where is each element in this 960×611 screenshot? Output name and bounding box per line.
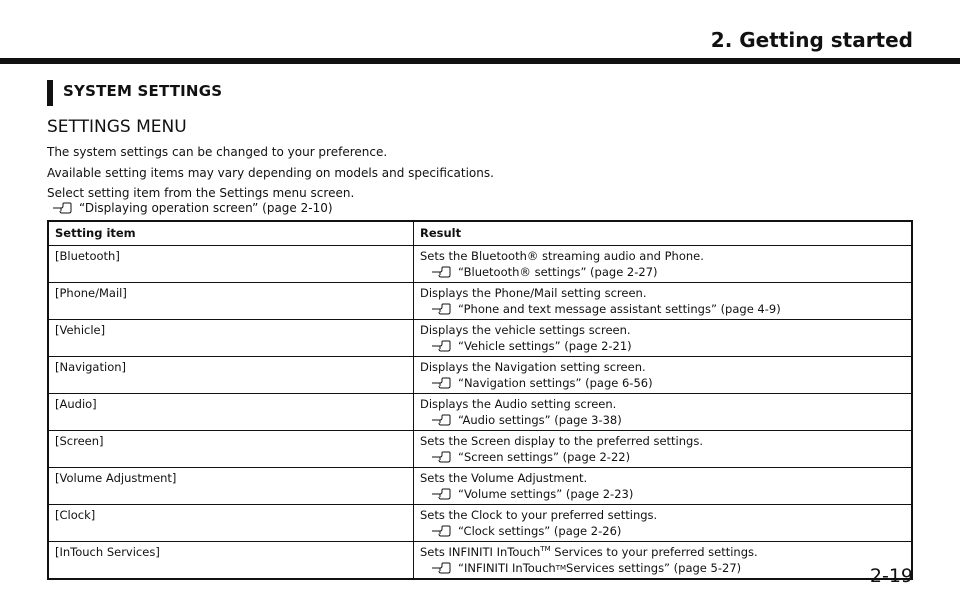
cross-reference[interactable] bbox=[426, 265, 905, 279]
cross-reference[interactable]: “INFINITI InTouch TM Services settings” (page 5-27) bbox=[426, 561, 905, 575]
pointing-hand-icon bbox=[431, 340, 451, 352]
table-row bbox=[48, 505, 912, 542]
setting-item: [InTouch Services] bbox=[48, 542, 414, 580]
result-text: Displays the vehicle settings screen. bbox=[420, 323, 631, 337]
table-row bbox=[48, 320, 912, 357]
settings-table bbox=[47, 220, 913, 580]
setting-item: [Clock] bbox=[48, 505, 414, 542]
paragraph-2: Available setting items may vary depending on models and specifications. bbox=[47, 166, 494, 180]
result-text: Displays the Phone/Mail setting screen. bbox=[420, 286, 647, 300]
result-text: Displays the Navigation setting screen. bbox=[420, 360, 646, 374]
section-title: SYSTEM SETTINGS bbox=[63, 82, 223, 100]
result-text: Sets INFINITI InTouch™ Services to your preferred settings. bbox=[420, 545, 758, 559]
table-row bbox=[48, 542, 912, 580]
result-text: Sets the Screen display to the preferred settings. bbox=[420, 434, 703, 448]
setting-item: [Vehicle] bbox=[48, 320, 414, 357]
section-marker bbox=[47, 80, 53, 106]
setting-result bbox=[414, 542, 913, 580]
cross-reference-text: “Phone and text message assistant settings” (page 4-9) bbox=[458, 302, 781, 316]
setting-result bbox=[414, 431, 913, 468]
setting-result bbox=[414, 246, 913, 283]
setting-item: [Screen] bbox=[48, 431, 414, 468]
table-header-row bbox=[48, 221, 912, 246]
cross-reference-text: “Navigation settings” (page 6-56) bbox=[458, 376, 653, 390]
setting-result bbox=[414, 357, 913, 394]
table-row bbox=[48, 431, 912, 468]
pointing-hand-icon bbox=[431, 525, 451, 537]
paragraph-3: Select setting item from the Settings menu screen. bbox=[47, 186, 355, 200]
chapter-title: 2. Getting started bbox=[710, 28, 913, 52]
cross-reference[interactable] bbox=[426, 376, 905, 390]
result-text: Sets the Volume Adjustment. bbox=[420, 471, 588, 485]
pointing-hand-icon bbox=[431, 488, 451, 500]
cross-reference[interactable] bbox=[426, 302, 905, 316]
setting-result bbox=[414, 394, 913, 431]
pointing-hand-icon bbox=[52, 202, 72, 214]
pointing-hand-icon bbox=[431, 303, 451, 315]
cross-reference-text: “Bluetooth® settings” (page 2-27) bbox=[458, 265, 658, 279]
setting-result bbox=[414, 505, 913, 542]
setting-item: [Navigation] bbox=[48, 357, 414, 394]
pointing-hand-icon bbox=[431, 266, 451, 278]
table-row bbox=[48, 357, 912, 394]
header-result: Result bbox=[414, 221, 913, 246]
page-number: 2-19 bbox=[869, 565, 913, 587]
setting-item: [Bluetooth] bbox=[48, 246, 414, 283]
table-row bbox=[48, 394, 912, 431]
subheading: SETTINGS MENU bbox=[47, 117, 187, 137]
cross-reference-text: “Audio settings” (page 3-38) bbox=[458, 413, 622, 427]
setting-item: [Phone/Mail] bbox=[48, 283, 414, 320]
header-setting-item: Setting item bbox=[48, 221, 414, 246]
cross-reference[interactable] bbox=[426, 339, 905, 353]
result-text: Sets the Bluetooth® streaming audio and Phone. bbox=[420, 249, 704, 263]
intro-reference[interactable] bbox=[47, 201, 333, 215]
table-row bbox=[48, 468, 912, 505]
setting-result bbox=[414, 320, 913, 357]
setting-item: [Volume Adjustment] bbox=[48, 468, 414, 505]
header-rule bbox=[0, 58, 960, 64]
setting-item: [Audio] bbox=[48, 394, 414, 431]
setting-result bbox=[414, 283, 913, 320]
cross-reference-text: “Volume settings” (page 2-23) bbox=[458, 487, 634, 501]
pointing-hand-icon bbox=[431, 414, 451, 426]
setting-result bbox=[414, 468, 913, 505]
cross-reference[interactable] bbox=[426, 413, 905, 427]
pointing-hand-icon bbox=[431, 377, 451, 389]
pointing-hand-icon bbox=[431, 562, 451, 574]
cross-reference-text: “Vehicle settings” (page 2-21) bbox=[458, 339, 632, 353]
cross-reference[interactable] bbox=[426, 450, 905, 464]
intro-reference-text: “Displaying operation screen” (page 2-10) bbox=[79, 201, 333, 215]
result-text: Sets the Clock to your preferred settings. bbox=[420, 508, 658, 522]
result-text: Displays the Audio setting screen. bbox=[420, 397, 617, 411]
cross-reference[interactable] bbox=[426, 524, 905, 538]
paragraph-1: The system settings can be changed to your preference. bbox=[47, 145, 388, 159]
cross-reference-text: “Clock settings” (page 2-26) bbox=[458, 524, 622, 538]
cross-reference-text: “Screen settings” (page 2-22) bbox=[458, 450, 631, 464]
cross-reference[interactable] bbox=[426, 487, 905, 501]
pointing-hand-icon bbox=[431, 451, 451, 463]
table-row bbox=[48, 246, 912, 283]
table-row bbox=[48, 283, 912, 320]
